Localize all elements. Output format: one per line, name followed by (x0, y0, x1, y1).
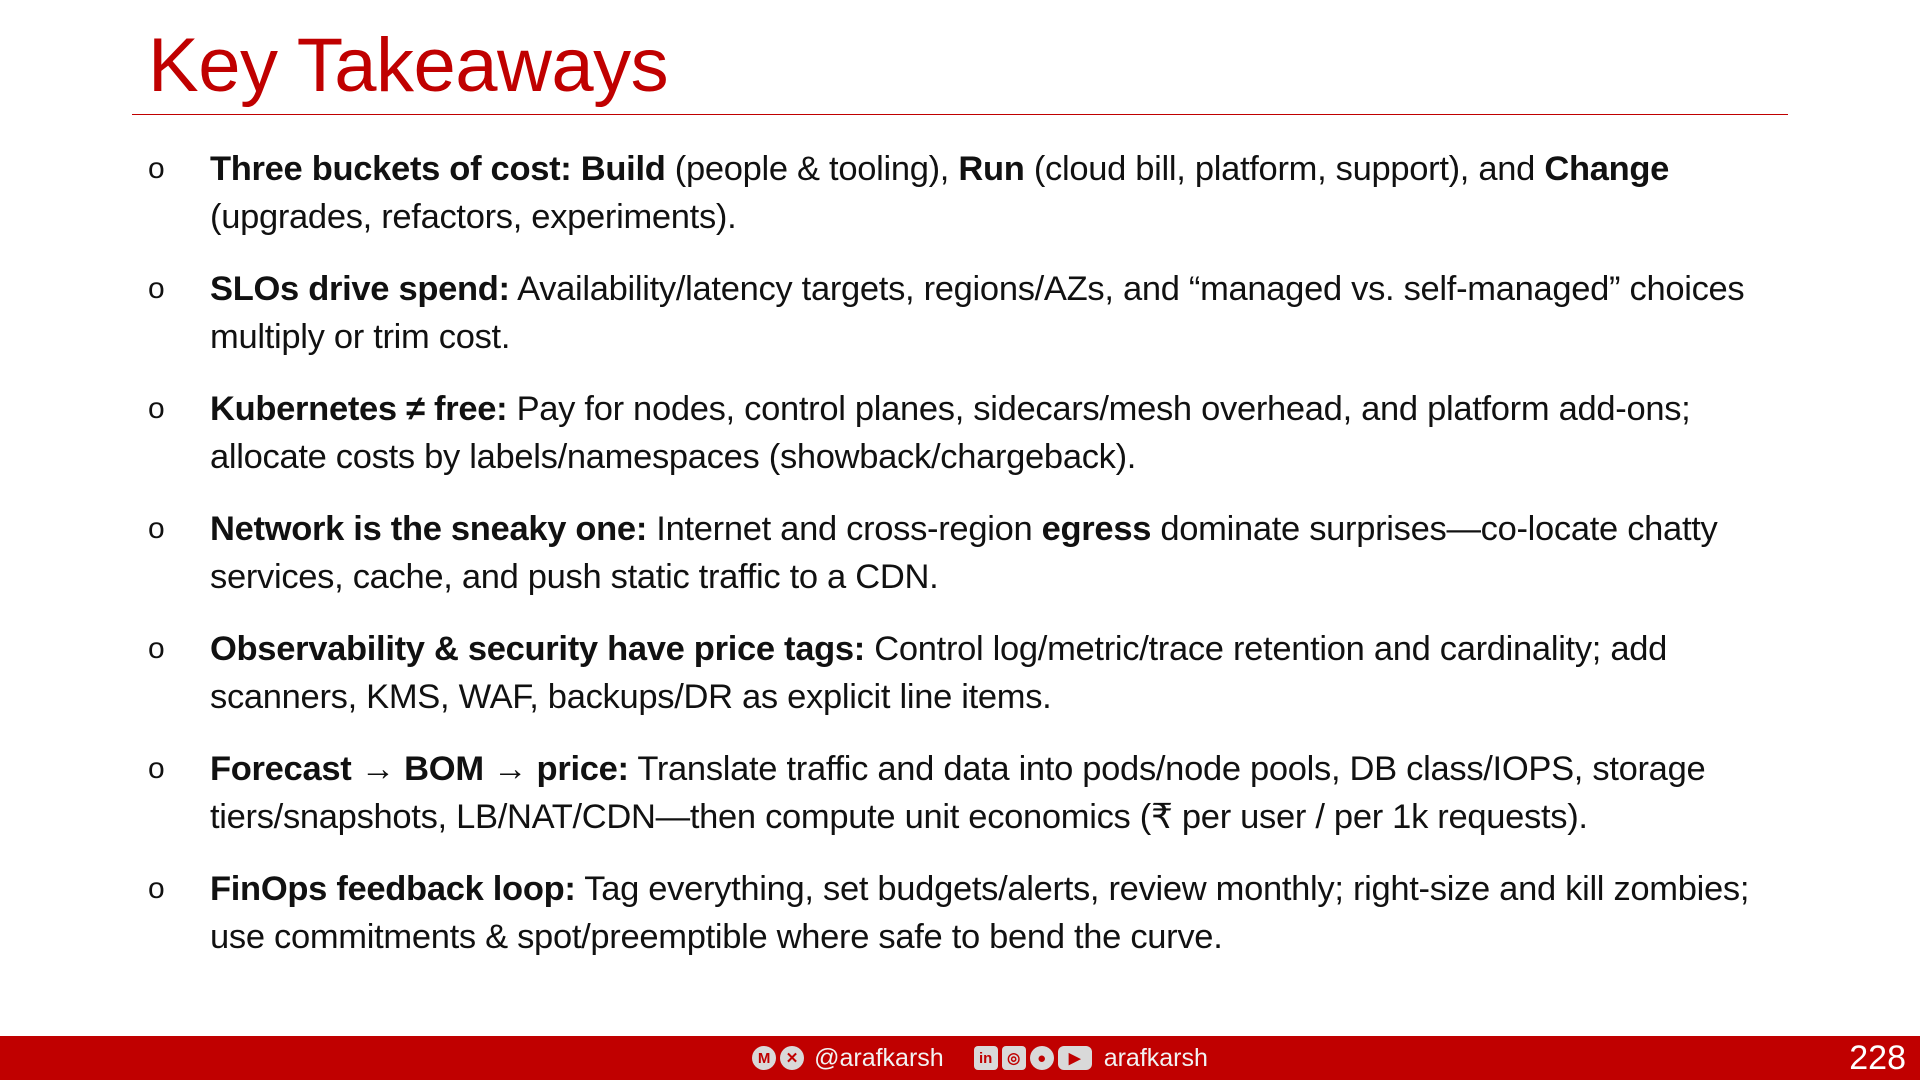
takeaway-item (148, 505, 1768, 601)
takeaway-text: (cloud bill, platform, support), and (1024, 150, 1545, 188)
takeaway-item (148, 265, 1768, 361)
page-number: 228 (1849, 1039, 1906, 1077)
takeaway-item (148, 865, 1768, 961)
x-twitter-icon[interactable]: ✕ (780, 1046, 804, 1070)
bullet-marker: o (148, 272, 165, 305)
social-handle-primary[interactable]: @arafkarsh (814, 1043, 944, 1072)
bullet-marker: o (148, 872, 165, 905)
slide-title: Key Takeaways (148, 23, 669, 108)
takeaway-bold-text: Kubernetes ≠ free: (210, 390, 508, 428)
takeaway-text: Internet and cross-region (647, 510, 1042, 548)
takeaway-bold-text: egress (1041, 510, 1152, 548)
takeaway-item (148, 745, 1768, 841)
takeaway-list (148, 145, 1768, 985)
takeaway-bold-text: Run (958, 150, 1025, 188)
takeaway-bold-text: Three buckets of cost: Build (210, 150, 666, 188)
bullet-marker: o (148, 752, 165, 785)
takeaway-bold-text: Observability & security have price tags: (210, 630, 865, 668)
title-divider (132, 114, 1788, 115)
takeaway-bold-text: SLOs drive spend: (210, 270, 510, 308)
takeaway-text: Control log/metric/trace retention and cardinality; add scanners, KMS, WAF, backups/DR as explicit line items. (210, 630, 1668, 716)
bullet-marker: o (148, 632, 165, 665)
takeaway-text: Tag everything, set budgets/alerts, review monthly; right-size and kill zombies; use commitments & spot/preemptible where safe to bend the curve. (210, 870, 1750, 956)
takeaway-item (148, 145, 1768, 241)
takeaway-bold-text: FinOps feedback loop: (210, 870, 576, 908)
takeaway-bold-text: Network is the sneaky one: (210, 510, 648, 548)
github-icon[interactable]: ● (1030, 1046, 1054, 1070)
takeaway-text: Translate traffic and data into pods/node pools, DB class/IOPS, storage tiers/snapshots, LB/NAT/CDN—then compute unit economics (₹ per user / per 1k requests). (210, 750, 1706, 836)
youtube-icon[interactable]: ▶ (1058, 1046, 1092, 1070)
takeaway-item (148, 385, 1768, 481)
instagram-icon[interactable]: ◎ (1002, 1046, 1026, 1070)
medium-icon[interactable]: M (752, 1046, 776, 1070)
bullet-marker: o (148, 392, 165, 425)
takeaway-text: Pay for nodes, control planes, sidecars/mesh overhead, and platform add-ons; allocate costs by labels/namespaces (showback/chargeback). (210, 390, 1691, 476)
takeaway-item (148, 625, 1768, 721)
linkedin-icon[interactable]: in (974, 1046, 998, 1070)
bullet-marker: o (148, 152, 165, 185)
takeaway-text: dominate surprises—co-locate chatty services, cache, and push static traffic to a CDN. (210, 510, 1718, 596)
takeaway-text: (upgrades, refactors, experiments). (210, 198, 737, 236)
social-links (0, 1036, 1920, 1080)
takeaway-bold-text: Change (1544, 150, 1670, 188)
footer-bar (0, 1036, 1920, 1080)
takeaway-bold-text: Forecast → BOM → price: (210, 750, 629, 788)
takeaway-text: (people & tooling), (665, 150, 959, 188)
social-handle-secondary[interactable]: arafkarsh (1103, 1043, 1208, 1072)
bullet-marker: o (148, 512, 165, 545)
takeaway-text: Availability/latency targets, regions/AZs, and “managed vs. self-managed” choices multiply or trim cost. (210, 270, 1745, 356)
